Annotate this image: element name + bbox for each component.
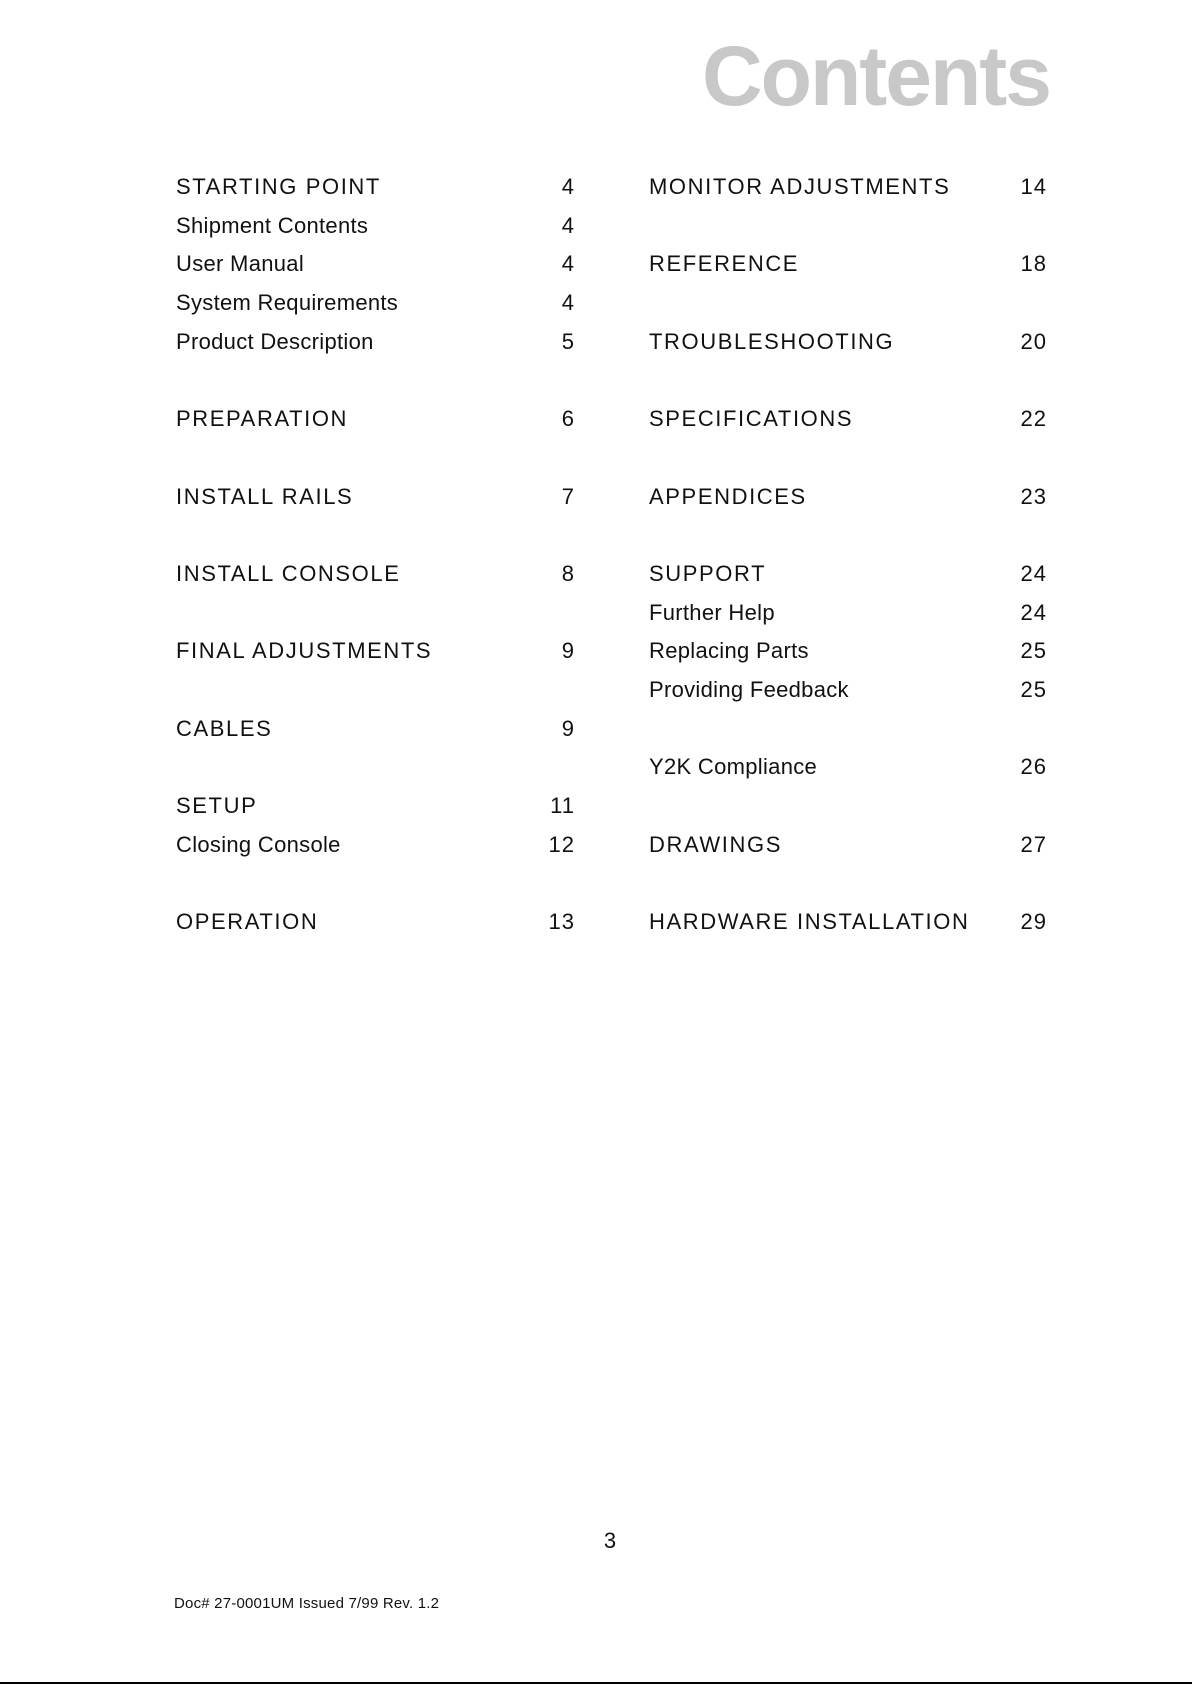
toc-entry-page: 25 xyxy=(1020,676,1047,702)
toc-subsection-entry[interactable] xyxy=(176,288,575,327)
toc-entry-label: INSTALL RAILS xyxy=(176,483,354,509)
toc-group xyxy=(176,559,575,598)
toc-left-column xyxy=(176,172,575,984)
toc-section-entry[interactable] xyxy=(649,907,1047,946)
toc-entry-label: STARTING POINT xyxy=(176,174,381,199)
toc-right-column xyxy=(649,172,1047,984)
toc-entry-page: 9 xyxy=(561,638,575,664)
toc-entry-page: 6 xyxy=(561,406,575,432)
toc-group xyxy=(649,482,1047,521)
toc-entry-page: 4 xyxy=(561,174,575,199)
toc-entry-page: 8 xyxy=(561,560,575,586)
toc-group xyxy=(176,404,575,443)
toc-section-entry[interactable] xyxy=(649,830,1047,869)
toc-entry-label: FINAL ADJUSTMENTS xyxy=(176,638,433,664)
toc-entry-page: 23 xyxy=(1020,483,1047,509)
toc-group xyxy=(649,559,1047,714)
toc-group xyxy=(176,482,575,521)
toc-subsection-entry[interactable] xyxy=(649,598,1047,637)
toc-entry-page: 9 xyxy=(561,715,575,741)
toc-group xyxy=(649,327,1047,366)
toc-group xyxy=(649,172,1047,211)
toc-entry-page: 27 xyxy=(1020,831,1047,857)
toc-entry-label: Providing Feedback xyxy=(649,676,849,702)
toc-entry-label: REFERENCE xyxy=(649,251,800,277)
toc-entry-label: Further Help xyxy=(649,599,775,625)
toc-section-entry[interactable] xyxy=(176,636,575,675)
toc-subsection-entry[interactable] xyxy=(176,211,575,250)
toc-section-entry[interactable] xyxy=(176,559,575,598)
bottom-rule xyxy=(0,1682,1192,1684)
toc-entry-label: TROUBLESHOOTING xyxy=(649,328,895,354)
toc-section-entry[interactable] xyxy=(176,404,575,443)
toc-section-entry[interactable] xyxy=(176,172,575,211)
toc-entry-page: 25 xyxy=(1020,638,1047,664)
toc-entry-page: 11 xyxy=(550,793,575,818)
toc-entry-page: 12 xyxy=(548,831,575,857)
toc-section-entry[interactable] xyxy=(649,327,1047,366)
toc-entry-label: PREPARATION xyxy=(176,406,349,432)
toc-subsection-entry[interactable] xyxy=(176,830,575,869)
toc-entry-page: 14 xyxy=(1020,174,1047,199)
toc-section-entry[interactable] xyxy=(176,907,575,946)
toc-entry-label: Shipment Contents xyxy=(176,212,369,238)
toc-section-entry[interactable] xyxy=(649,172,1047,211)
toc-entry-page: 13 xyxy=(548,909,575,935)
toc-entry-label: CABLES xyxy=(176,715,273,741)
toc-entry-page: 4 xyxy=(561,251,575,277)
toc-entry-page: 29 xyxy=(1020,909,1047,935)
toc-entry-page: 4 xyxy=(561,212,575,238)
document-footer: Doc# 27-0001UM Issued 7/99 Rev. 1.2 xyxy=(174,1595,440,1612)
toc-group xyxy=(649,830,1047,869)
toc-section-entry[interactable] xyxy=(649,482,1047,521)
toc-group xyxy=(176,636,575,675)
toc-entry-label: System Requirements xyxy=(176,290,399,316)
toc-group xyxy=(649,404,1047,443)
toc-entry-page: 18 xyxy=(1020,251,1047,277)
toc-entry-label: Closing Console xyxy=(176,831,341,857)
toc-entry-page: 24 xyxy=(1020,560,1047,586)
toc-group xyxy=(176,172,575,365)
toc-subsection-entry[interactable] xyxy=(649,675,1047,714)
toc-group xyxy=(176,907,575,946)
toc-entry-page: 20 xyxy=(1020,328,1047,354)
toc-section-entry[interactable] xyxy=(176,482,575,521)
toc-group xyxy=(649,907,1047,946)
toc-entry-label: APPENDICES xyxy=(649,483,807,509)
toc-entry-label: OPERATION xyxy=(176,909,319,935)
toc-entry-label: Y2K Compliance xyxy=(649,754,818,780)
toc-subsection-entry[interactable] xyxy=(176,249,575,288)
toc-section-entry[interactable] xyxy=(649,249,1047,288)
toc-section-entry[interactable] xyxy=(649,559,1047,598)
toc-entry-page: 22 xyxy=(1020,406,1047,432)
toc-group xyxy=(176,714,575,753)
toc-entry-page: 4 xyxy=(561,290,575,316)
toc-group xyxy=(649,752,1047,791)
toc-entry-page: 5 xyxy=(561,328,575,354)
page-number: 3 xyxy=(603,1528,617,1553)
toc-entry-label: DRAWINGS xyxy=(649,831,782,857)
toc-entry-label: HARDWARE INSTALLATION xyxy=(649,909,970,935)
toc-section-entry[interactable] xyxy=(176,791,575,830)
toc-entry-label: MONITOR ADJUSTMENTS xyxy=(649,174,951,199)
toc-subsection-entry[interactable] xyxy=(649,636,1047,675)
toc-entry-label: INSTALL CONSOLE xyxy=(176,560,401,586)
toc-entry-page: 26 xyxy=(1020,754,1047,780)
toc-entry-page: 7 xyxy=(561,483,575,509)
toc-entry-page: 24 xyxy=(1020,599,1047,625)
toc-group xyxy=(176,791,575,868)
toc-entry-label: SETUP xyxy=(176,793,258,818)
toc-entry-label: Product Description xyxy=(176,328,374,354)
page-title: Contents xyxy=(702,29,1050,123)
toc-entry-label: SPECIFICATIONS xyxy=(649,406,854,432)
toc-subsection-entry[interactable] xyxy=(176,327,575,366)
toc-section-entry[interactable] xyxy=(649,404,1047,443)
toc-entry-label: User Manual xyxy=(176,251,305,277)
toc-entry-label: Replacing Parts xyxy=(649,638,809,664)
toc-group xyxy=(649,249,1047,288)
toc-entry-label: SUPPORT xyxy=(649,560,767,586)
toc-section-entry[interactable] xyxy=(176,714,575,753)
toc-subsection-entry[interactable] xyxy=(649,752,1047,791)
